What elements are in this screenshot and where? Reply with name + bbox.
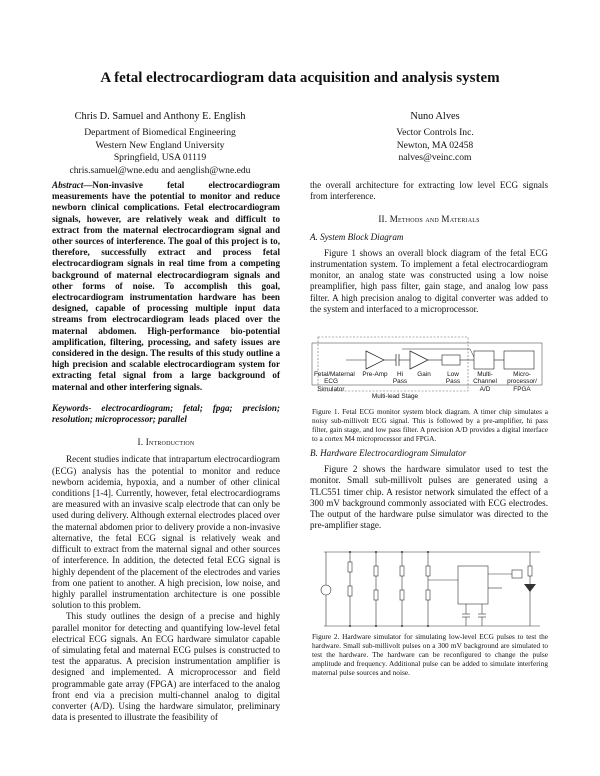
paragraph: This study outlines the design of a precise and highly parallel monitor for detecting and quantifying low-level fetal electrical ECG signals. An ECG hardware simulator capable of simulating fetal and maternal ECG pulses is constructed to test the apparatus. A precision instrumentation amplifier is designed and implemented. A microprocessor and field programmable gate array (FPGA) are interfaced to the analog front end via a precision multi-channel analog to digital converter (A/D). Using the hardware simulator, preliminary data is presented to illustrate the feasibility of bbox=[52, 611, 280, 723]
section-heading: II. Methods and Materials bbox=[378, 214, 480, 225]
subsection-heading: B. Hardware Electrocardiogram Simulator bbox=[310, 448, 467, 458]
block-hipass-label: Hi Pass bbox=[392, 371, 408, 386]
stage-label: Multi-lead Stage bbox=[371, 393, 419, 400]
block-preamp-label: Pre-Amp bbox=[362, 371, 388, 378]
block-lowpass-label: Low Pass bbox=[445, 371, 461, 386]
paragraph: Figure 2 shows the hardware simulator used to test the monitor. Small sub-millivolt pulses are generated using a TLC551 timer chip. A resistor network simulated the effect of a 300 mV background commonly associated with ECG electrodes. The output of the hardware pulse simulator was directed to the pre-amplifier stage. bbox=[310, 464, 548, 531]
block-simulator-label: Fetal/Maternal ECG Simulator bbox=[314, 371, 355, 393]
abstract bbox=[52, 180, 280, 393]
subsection-heading: A. System Block Diagram bbox=[310, 231, 404, 242]
author-names-right: Nuno Alves bbox=[410, 111, 460, 122]
block-gain-label: Gain bbox=[417, 371, 431, 378]
affiliation-line: Western New England University bbox=[95, 139, 225, 151]
right-column-mid bbox=[310, 442, 548, 531]
affiliation-line: Newton, MA 02458 bbox=[396, 139, 474, 151]
author-email: chris.samuel@wne.edu and aenglish@wne.edu bbox=[69, 164, 251, 176]
figure-1-caption: Figure 1. Fetal ECG monitor system block diagram. A timer chip simulates a noisy sub-millivolt ECG signal. This is followed by a pre-amplifier, hi pass filter, gain stage, and low pass filter. A precision A/D provides a digital interface to a cortex M4 microprocessor and FPGA. bbox=[312, 407, 548, 443]
paragraph-continued: the overall architecture for extracting low level ECG signals from interference. bbox=[310, 180, 548, 202]
left-column bbox=[52, 180, 280, 723]
affiliation-line: Department of Biomedical Engineering bbox=[84, 127, 236, 139]
figure-2-circuit bbox=[316, 540, 548, 632]
author-names-left: Chris D. Samuel and Anthony E. English bbox=[74, 111, 246, 122]
right-column-top bbox=[310, 180, 548, 315]
circuit-schematic bbox=[316, 540, 548, 632]
paper-title: A fetal electrocardiogram data acquisition and analysis system bbox=[100, 70, 500, 86]
author-email: nalves@veinc.com bbox=[398, 152, 472, 164]
section-heading: I. Introduction bbox=[137, 437, 195, 448]
figure-2-caption: Figure 2. Hardware simulator for simulating low-level ECG pulses to test the hardware. Small sub-millivolt pulses on a 300 mV background are simulated to test the hardware. The hardware can be reconfigured to change the pulse amplitude and frequency. Additional pulse can be added to simulate interfering maternal pulse sources and noise. bbox=[312, 632, 548, 677]
author-block-right bbox=[335, 111, 535, 165]
keywords: Keywords- electrocardiogram; fetal; fpga; precision; resolution; microprocessor; parallel bbox=[52, 402, 280, 425]
affiliation-line: Springfield, USA 01119 bbox=[113, 152, 207, 164]
abstract-text: —Non-invasive fetal electrocardiogram measurements have the potential to monitor and reduce newborn clinical complications. Fetal electrocardiogram signals, however, are relatively weak and difficult to extract from the maternal electrocardiogram signal and other sources of interference. The goal of this project is to, therefore, successfully extract and process fetal electrocardiogram signals in real time from a competing background of maternal electrocardiogram signals and other forms of noise. To accomplish this goal, electrocardiogram instrumentation hardware has been designed, capable of processing multiple input data streams from electrocardiogram leads placed over the maternal abdomen. High-performance bio-potential amplification, filtering, processing, and safety issues are considered in the design. The results of this study outline a high precision and scalable electrocardiogram system for extracting fetal signal from a large background of maternal and other interfering signals. bbox=[52, 180, 280, 392]
block-ad-label: Multi-Channel A/D bbox=[473, 371, 497, 393]
block-micro-label: Micro-processor/ FPGA bbox=[507, 371, 537, 393]
abstract-label: Abstract bbox=[52, 180, 84, 190]
paragraph: Figure 1 shows an overall block diagram of the fetal ECG instrumentation system. To implement a fetal electrocardiogram monitor, an analog state was constructed using a low noise preamplifier, high pass filter, gain stage, and analog low pass filter. A high precision analog to digital converter was added to the system and interfaced to a microprocessor. bbox=[310, 247, 548, 314]
affiliation-line: Vector Controls Inc. bbox=[396, 127, 474, 139]
paragraph: Recent studies indicate that intrapartum electrocardiogram (ECG) analysis has the potential to monitor and reduce newborn acidemia, hypoxia, and a number of other clinical conditions [1-4]. Currently, however, fetal electrocardiograms are measured with an invasive scalp electrode that can only be used during delivery. Although external electrodes placed over the maternal abdomen prior to delivery provide a non-invasive alternative, the fetal ECG signal is relatively weak and difficult to extract from the maternal signal and other sources of interference. In addition, the detected fetal ECG signal is highly dependent of the placement of the electrodes and varies from one patient to another. A high precision, low noise, and highly parallel instrumentation architecture is one possible solution to this problem. bbox=[52, 454, 280, 611]
author-block-left bbox=[40, 111, 280, 177]
